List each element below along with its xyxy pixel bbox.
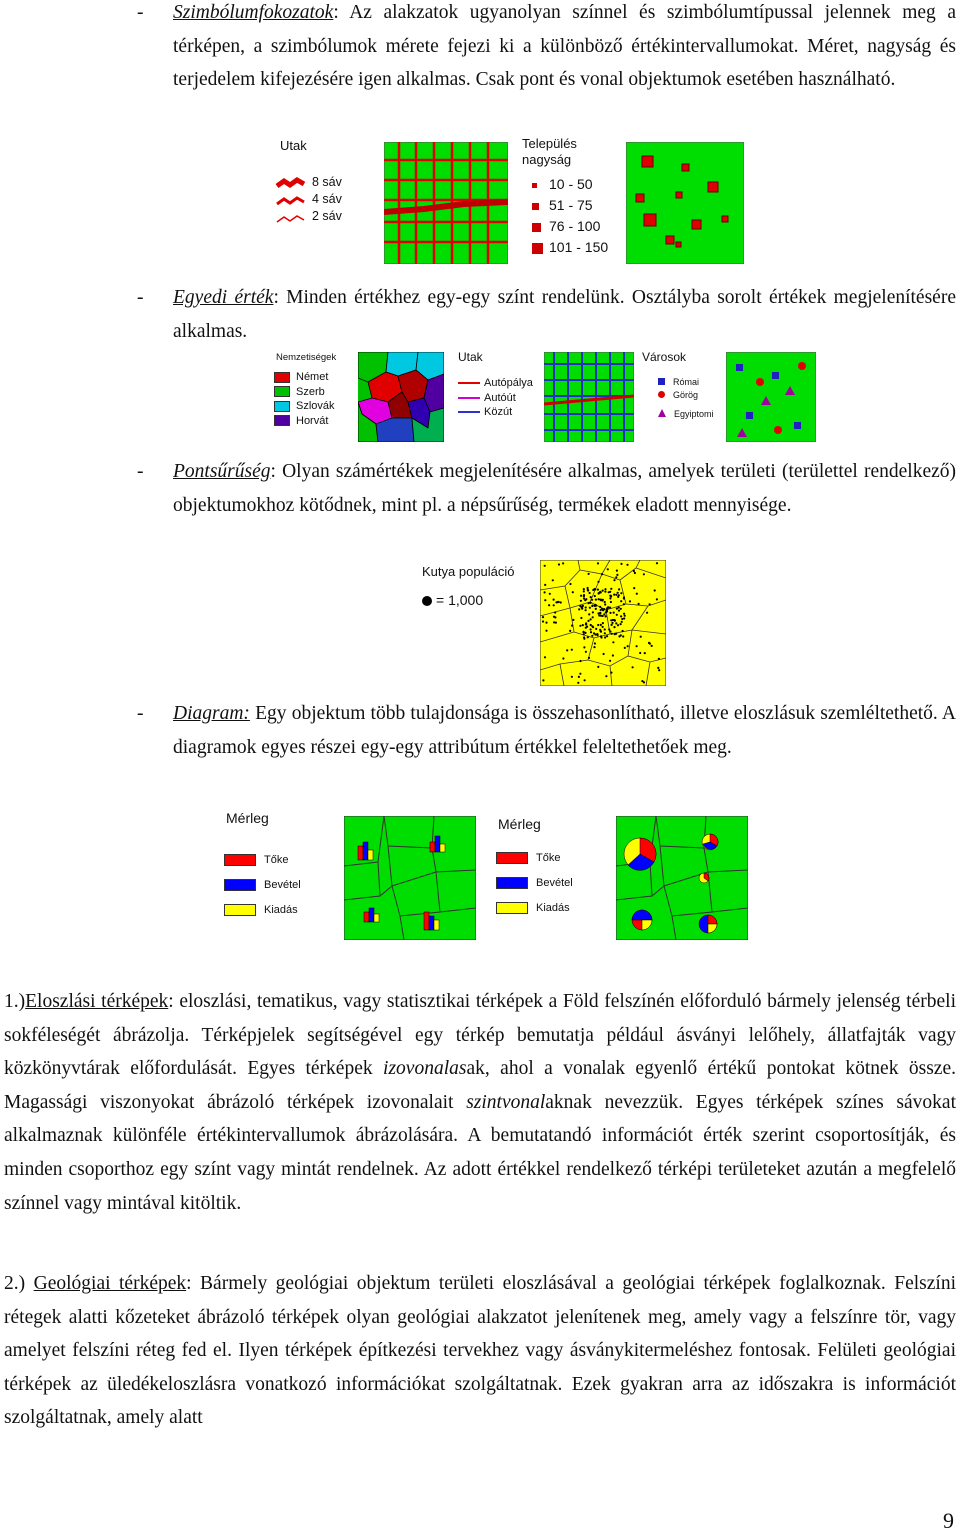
- bullet-dash: -: [137, 2, 144, 23]
- density-dot: [579, 625, 581, 627]
- density-dot: [604, 588, 606, 590]
- settlement-legend-item: 10 - 50: [549, 176, 593, 192]
- density-dot: [604, 636, 606, 638]
- balance-legend-title: Mérleg: [498, 816, 541, 832]
- density-dot: [658, 658, 660, 660]
- density-dot: [627, 645, 629, 647]
- density-dot: [578, 676, 580, 678]
- triangle-icon: [658, 409, 666, 417]
- road-legend-item: 4 sáv: [312, 192, 342, 206]
- density-dot: [646, 612, 648, 614]
- road-line-icon: [458, 397, 480, 399]
- road-line-icon: [458, 382, 480, 384]
- section-text: : Bármely geológiai objektum területi eloszlásával a geológiai térképek foglalkoznak. Felszíni rétegek alatti kőzeteket ábrázoló térképek olyan geológiai alakzatot jelenítenek meg, amely vagy a felszínre tör, vagy amelyet felszíni réteg fed el. Ilyen térképek építkezési tervekhez vagy ásványkitermeléshez fontosak. Felületi geológiai térképek az üledékeloszlásra vonatkozó információkat szolgáltatnak. Ezek gyakran arra az időszakra is információt szolgáltatnak, amely alatt: [4, 1273, 956, 1429]
- density-dot: [605, 675, 607, 677]
- density-dot: [572, 591, 574, 593]
- density-dot: [613, 612, 615, 614]
- density-dot: [542, 679, 544, 681]
- density-dot: [594, 595, 596, 597]
- bullet-dash: -: [137, 287, 144, 308]
- density-dot: [597, 581, 599, 583]
- density-dot: [644, 652, 646, 654]
- density-dot: [600, 624, 602, 626]
- square-size-2-icon: [532, 203, 539, 210]
- density-dot: [580, 617, 582, 619]
- density-dot: [553, 599, 555, 601]
- density-dot: [610, 672, 612, 674]
- density-dot: [588, 602, 590, 604]
- color-swatch-icon: [274, 415, 290, 426]
- balance-legend-item: Tőke: [264, 854, 289, 866]
- density-dot: [544, 584, 546, 586]
- density-dot: [554, 611, 556, 613]
- city-legend-item: Egyiptomi: [674, 409, 714, 419]
- density-dot: [545, 622, 547, 624]
- density-dot: [591, 635, 593, 637]
- road-line-icon: [458, 411, 480, 413]
- bullet-text: : Az alakzatok ugyanolyan színnel és szimbólumtípussal jelennek meg a térképen, a szimbólumok mérete fejezi ki a különböző értékintervallumokat. Méret, nagyság és terjedelem kifejezésére igen alkalmas. Csak pont és vonal objektumok esetében használható.: [173, 2, 956, 91]
- section-number: 2.): [4, 1273, 26, 1294]
- road-legend-item: 8 sáv: [312, 175, 342, 189]
- color-swatch-icon: [274, 372, 290, 383]
- density-dot: [553, 621, 555, 623]
- density-dot: [608, 628, 610, 630]
- density-dot: [624, 615, 626, 617]
- square-icon: [658, 378, 665, 385]
- density-dot: [616, 570, 618, 572]
- density-dot: [641, 680, 643, 682]
- density-dot: [588, 573, 590, 575]
- density-dot: [597, 612, 599, 614]
- circle-icon: [658, 391, 665, 398]
- color-swatch-icon: [496, 852, 528, 864]
- density-dot: [601, 573, 603, 575]
- density-dot: [604, 628, 606, 630]
- density-dot: [581, 606, 583, 608]
- figure-symbol-grades: [274, 134, 754, 266]
- settlement-legend-item: 51 - 75: [549, 197, 593, 213]
- density-dot: [583, 594, 585, 596]
- density-dot: [585, 598, 587, 600]
- density-dot: [592, 611, 594, 613]
- density-dot: [617, 592, 619, 594]
- balance-legend-title: Mérleg: [226, 810, 269, 826]
- density-dot: [592, 605, 594, 607]
- density-dot: [600, 615, 602, 617]
- density-dot: [607, 606, 609, 608]
- density-dot: [610, 601, 612, 603]
- density-dot: [604, 603, 606, 605]
- figure-dot-density: [418, 558, 668, 688]
- density-dot: [595, 599, 597, 601]
- density-dot: [606, 610, 608, 612]
- density-dot: [584, 632, 586, 634]
- density-dot: [608, 591, 610, 593]
- dot-density-map: [540, 560, 666, 686]
- nationality-legend-item: Horvát: [296, 414, 329, 427]
- density-dot: [594, 604, 596, 606]
- density-dot: [585, 606, 587, 608]
- density-dot: [622, 630, 624, 632]
- road-type-legend-title: Utak: [458, 350, 483, 364]
- density-dot: [598, 598, 600, 600]
- bullet-paragraph: [173, 281, 956, 348]
- nationality-legend-item: Szlovák: [296, 400, 335, 412]
- density-dot: [603, 653, 605, 655]
- dot-density-title: Kutya populáció: [422, 564, 515, 579]
- square-size-3-icon: [532, 223, 541, 232]
- section-eloszlasi-terkepek: [4, 985, 956, 1220]
- color-swatch-icon: [224, 854, 256, 866]
- section-text: ak, ahol a vonalak egyenlő értékű pontokat kötnek össze. Magassági viszonyokat ábrázoló térképek izovonalait: [4, 1058, 956, 1113]
- density-dot: [592, 589, 594, 591]
- bar-diagram-map: [344, 816, 476, 940]
- nationality-legend-title: Nemzetiségek: [276, 352, 337, 363]
- density-dot: [636, 645, 638, 647]
- density-dot: [587, 589, 589, 591]
- density-dot: [588, 657, 590, 659]
- square-size-1-icon: [532, 183, 537, 188]
- density-dot: [624, 647, 626, 649]
- density-dot: [553, 604, 555, 606]
- color-swatch-icon: [224, 904, 256, 916]
- density-dot: [618, 610, 620, 612]
- dot-density-legend: = 1,000: [436, 592, 484, 608]
- density-dot: [558, 601, 560, 603]
- bullet-text: : Minden értékhez egy-egy színt rendelünk. Osztályba sorolt értékek megjelenítésére alkalmas.: [173, 287, 956, 342]
- density-dot: [636, 593, 638, 595]
- density-dot: [618, 606, 620, 608]
- density-dot: [648, 642, 650, 644]
- density-dot: [594, 642, 596, 644]
- density-dot: [582, 624, 584, 626]
- density-dot: [553, 616, 555, 618]
- density-dot: [632, 666, 634, 668]
- density-dot: [602, 590, 604, 592]
- density-dot: [600, 636, 602, 638]
- section-text: : eloszlási, tematikus, vagy statisztikai térképek a Föld felszínén előforduló bármely jelenség térbeli sokféleségét ábrázolja. Térképjelek segítségével egy térkép bemutatja például ásványi lelőhely, állatfajták vagy közkönyvtárak előfordulását. Egyes térképek: [4, 991, 956, 1080]
- density-dot: [615, 594, 617, 596]
- density-dot: [582, 631, 584, 633]
- density-dot: [571, 625, 573, 627]
- density-dot: [592, 616, 594, 618]
- density-dot: [633, 570, 635, 572]
- density-dot: [603, 613, 605, 615]
- road-map: [384, 142, 508, 264]
- density-dot: [617, 596, 619, 598]
- density-dot: [597, 624, 599, 626]
- density-dot: [599, 606, 601, 608]
- section-text: aknak nevezzük. Egyes térképek színes sávokat alkalmaznak különféle értékintervallumok ábrázolására. A bemutatandó információt érték szerint csoportosítják, és minden csoporthoz egy színt vagy mintát rendelnek. Az adott értékkel rendelkező térképi területeket azután a megfelelő színnel vagy mintával kitöltik.: [4, 1091, 956, 1214]
- density-dot: [600, 599, 602, 601]
- density-dot: [593, 632, 595, 634]
- density-dot: [607, 568, 609, 570]
- density-dot: [609, 660, 611, 662]
- density-dot: [585, 651, 587, 653]
- bullet-dash: -: [137, 703, 144, 724]
- settlement-map: [626, 142, 744, 264]
- density-dot: [604, 591, 606, 593]
- density-dot: [589, 592, 591, 594]
- density-dot: [562, 657, 564, 659]
- road-type-legend-item: Autópálya: [484, 377, 533, 389]
- density-dot: [611, 624, 613, 626]
- section-term: Eloszlási térképek: [25, 991, 169, 1012]
- road-type-legend-item: Autóút: [484, 391, 516, 404]
- section-term: Geológiai térképek: [33, 1273, 187, 1294]
- density-dot: [580, 595, 582, 597]
- density-dot: [549, 593, 551, 595]
- density-dot: [587, 587, 589, 589]
- density-dot: [610, 588, 612, 590]
- density-dot: [602, 622, 604, 624]
- density-dot: [571, 649, 573, 651]
- density-dot: [589, 607, 591, 609]
- bullet-term: Pontsűrűség: [173, 461, 271, 482]
- density-dot: [583, 597, 585, 599]
- density-dot: [657, 667, 659, 669]
- bullet-paragraph: [173, 697, 956, 764]
- settlement-legend-subtitle: nagyság: [522, 152, 572, 167]
- density-dot: [615, 576, 617, 578]
- density-dot: [622, 635, 624, 637]
- density-dot: [542, 616, 544, 618]
- density-dot: [620, 600, 622, 602]
- density-dot: [598, 592, 600, 594]
- color-swatch-icon: [496, 902, 528, 914]
- city-legend-title: Városok: [642, 350, 687, 364]
- density-dot: [571, 676, 573, 678]
- color-swatch-icon: [274, 386, 290, 397]
- density-dot: [597, 589, 599, 591]
- density-dot: [583, 588, 585, 590]
- density-dot: [617, 624, 619, 626]
- density-dot: [585, 609, 587, 611]
- road-width-legend-symbols: [274, 172, 314, 232]
- nationality-legend-item: Szerb: [296, 385, 325, 398]
- density-dot: [595, 628, 597, 630]
- density-dot: [658, 669, 660, 671]
- density-dot: [602, 626, 604, 628]
- figure-diagram-maps: [196, 802, 756, 948]
- density-dot: [562, 562, 564, 564]
- figure-unique-values: [270, 348, 820, 444]
- city-legend-item: Római: [673, 377, 700, 387]
- section-italic-term: izovonalas: [383, 1058, 467, 1080]
- density-dot: [580, 600, 582, 602]
- density-dot: [566, 649, 568, 651]
- density-dot: [612, 654, 614, 656]
- road-legend-item: 2 sáv: [312, 209, 342, 223]
- density-dot: [585, 622, 587, 624]
- density-dot: [638, 603, 640, 605]
- density-dot: [604, 601, 606, 603]
- density-dot: [615, 622, 617, 624]
- density-dot: [605, 615, 607, 617]
- density-dot: [600, 630, 602, 632]
- road-type-map: [544, 352, 634, 442]
- density-dot: [651, 645, 653, 647]
- density-dot: [623, 597, 625, 599]
- density-dot: [634, 572, 636, 574]
- density-dot: [583, 590, 585, 592]
- density-dot: [629, 600, 631, 602]
- bullet-paragraph: [173, 0, 956, 97]
- density-dot: [594, 588, 596, 590]
- balance-legend-item: Bevétel: [536, 877, 573, 889]
- bullet-dash: -: [137, 461, 144, 482]
- density-dot: [620, 608, 622, 610]
- bullet-term: Szimbólumfokozatok: [173, 2, 334, 23]
- density-dot: [620, 615, 622, 617]
- density-dot: [569, 583, 571, 585]
- density-dot: [612, 619, 614, 621]
- page-number: 9: [943, 1508, 954, 1533]
- density-dot: [590, 631, 592, 633]
- density-dot: [613, 626, 615, 628]
- nationality-legend-item: Német: [296, 371, 329, 383]
- density-dot: [654, 589, 656, 591]
- density-dot: [590, 602, 592, 604]
- density-dot: [569, 630, 571, 632]
- density-dot: [579, 660, 581, 662]
- density-dot: [611, 622, 613, 624]
- density-dot: [656, 562, 658, 564]
- city-legend-item: Görög: [673, 390, 699, 400]
- density-dot: [623, 613, 625, 615]
- density-dot: [611, 633, 613, 635]
- balance-legend-item: Kiadás: [264, 904, 298, 916]
- density-dot: [633, 587, 635, 589]
- density-dot: [597, 666, 599, 668]
- bullet-text: Egy objektum több tulajdonsága is összehasonlítható, illetve eloszlásuk szemléltethető. A diagramok egyes részei egy-egy attribútum értékkel feleltethetőek meg.: [173, 703, 956, 758]
- density-dot: [590, 628, 592, 630]
- density-dot: [613, 594, 615, 596]
- density-dot: [640, 636, 642, 638]
- density-dot: [590, 618, 592, 620]
- density-dot: [620, 563, 622, 565]
- square-size-4-icon: [532, 243, 543, 254]
- density-dot: [623, 603, 625, 605]
- density-dot: [639, 652, 641, 654]
- dot-icon: [422, 596, 432, 606]
- density-dot: [572, 619, 574, 621]
- density-dot: [588, 613, 590, 615]
- density-dot: [577, 682, 579, 684]
- pie-diagram-map: [616, 816, 748, 940]
- density-dot: [584, 679, 586, 681]
- bullet-term: Egyedi érték: [173, 287, 274, 308]
- density-dot: [626, 564, 628, 566]
- density-dot: [609, 612, 611, 614]
- density-dot: [623, 617, 625, 619]
- density-dot: [620, 634, 622, 636]
- density-dot: [544, 599, 546, 601]
- section-number: 1.): [4, 991, 26, 1012]
- settlement-legend-item: 101 - 150: [549, 239, 609, 255]
- density-dot: [583, 646, 585, 648]
- density-dot: [579, 673, 581, 675]
- density-dot: [597, 562, 599, 564]
- density-dot: [578, 608, 580, 610]
- settlement-legend-item: 76 - 100: [549, 218, 601, 234]
- bullet-term: Diagram:: [173, 703, 250, 724]
- roads-legend-title: Utak: [280, 138, 307, 153]
- density-dot: [610, 595, 612, 597]
- density-dot: [616, 614, 618, 616]
- density-dot: [609, 597, 611, 599]
- density-dot: [609, 630, 611, 632]
- city-type-map: [726, 352, 816, 442]
- density-dot: [544, 565, 546, 567]
- density-dot: [590, 624, 592, 626]
- density-dot: [620, 623, 622, 625]
- balance-legend-item: Kiadás: [536, 902, 570, 914]
- density-dot: [548, 604, 550, 606]
- density-dot: [544, 656, 546, 658]
- density-dot: [590, 596, 592, 598]
- density-dot: [555, 601, 557, 603]
- density-dot: [596, 633, 598, 635]
- road-type-legend-item: Közút: [484, 406, 513, 418]
- density-dot: [621, 618, 623, 620]
- settlement-legend-title: Település: [522, 136, 577, 151]
- density-dot: [620, 592, 622, 594]
- density-dot: [558, 563, 560, 565]
- density-dot: [613, 579, 615, 581]
- density-dot: [614, 633, 616, 635]
- section-italic-term: szintvonal: [466, 1091, 546, 1113]
- density-dot: [643, 573, 645, 575]
- density-dot: [612, 641, 614, 643]
- bullet-text: : Olyan számértékek megjelenítésére alkalmas, amelyek területi (területtel rendelkező) objektumokhoz kötődnek, mint pl. a népsűrűség, termékek eladott mennyisége.: [173, 461, 956, 516]
- density-dot: [602, 609, 604, 611]
- density-dot: [545, 630, 547, 632]
- density-dot: [560, 601, 562, 603]
- density-dot: [609, 607, 611, 609]
- density-dot: [593, 646, 595, 648]
- color-swatch-icon: [224, 879, 256, 891]
- density-dot: [604, 632, 606, 634]
- density-dot: [585, 627, 587, 629]
- density-dot: [595, 608, 597, 610]
- balance-legend-item: Bevétel: [264, 879, 301, 891]
- density-dot: [616, 574, 618, 576]
- density-dot: [587, 636, 589, 638]
- density-dot: [583, 638, 585, 640]
- density-dot: [544, 591, 546, 593]
- density-dot: [552, 579, 554, 581]
- color-swatch-icon: [274, 401, 290, 412]
- density-dot: [621, 621, 623, 623]
- density-dot: [656, 598, 658, 600]
- density-dot: [591, 599, 593, 601]
- bullet-paragraph: [173, 455, 956, 522]
- density-dot: [649, 603, 651, 605]
- density-dot: [583, 633, 585, 635]
- color-swatch-icon: [496, 877, 528, 889]
- nationality-map: [358, 352, 444, 442]
- density-dot: [606, 635, 608, 637]
- density-dot: [542, 620, 544, 622]
- density-dot: [618, 588, 620, 590]
- balance-legend-item: Tőke: [536, 852, 561, 864]
- section-geologiai-terkepek: [4, 1267, 956, 1435]
- density-dot: [587, 620, 589, 622]
